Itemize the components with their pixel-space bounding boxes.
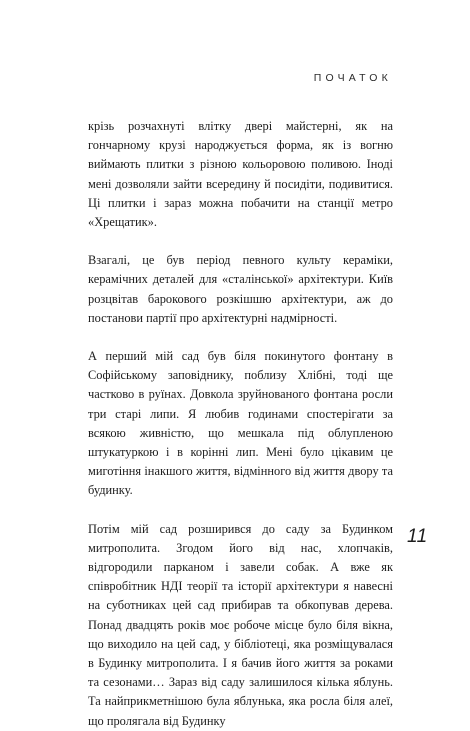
paragraph-2: Взагалі, це був період певного культу кераміки, керамічних деталей для «сталінської» архітектури. Київ розцвітав барокового розкішшю архітектури, аж до постанови партії про архітектурні надмірності. xyxy=(88,253,393,325)
page-number: 11 xyxy=(407,526,428,547)
body-text xyxy=(88,117,393,731)
paragraph-4: Потім мій сад розширився до саду за Будинком митрополита. Згодом його від нас, хлопчаків, відгородили парканом і завели собак. А вже як співробітник НДІ теорії та історії архітектури я навесні на суботниках цей сад прибирав та обкопував дерева. Понад двадцять років моє робоче місце було біля вікна, що виходило на цей сад, у бібліотеці, яка розміщувалася в Будинку митрополита. І я бачив його життя за роками та сезонами… Зараз від саду залишилося кілька яблунь. Та найприкметнішою була яблунька, яка росла біля алеї, що пролягала від Будинку xyxy=(88,521,393,728)
paragraph-1: крізь розчахнуті влітку двері майстерні, як на гончарному крузі народжується форма, як із вогню виймають плитки з різною кольоровою поливою. Іноді мені дозволяли зайти всередину й посидіти, подивитися. Ці плитки і зараз можна побачити на станції метро «Хрещатик». xyxy=(88,119,393,230)
running-head: ПОЧАТОК xyxy=(313,72,392,84)
paragraph-3: А перший мій сад був біля покинутого фонтану в Софійському заповіднику, поблизу Хлібні, тоді ще частково в руїнах. Довкола зруйнованого фонтана росли три старі липи. Я любив годинами спостерігати за всякою живністю, що мешкала під облупленою штукатуркою і в корінні лип. Мені було цікавим це миготіння інакшого життя, відмінного від життя двору та будинку. xyxy=(88,349,393,498)
